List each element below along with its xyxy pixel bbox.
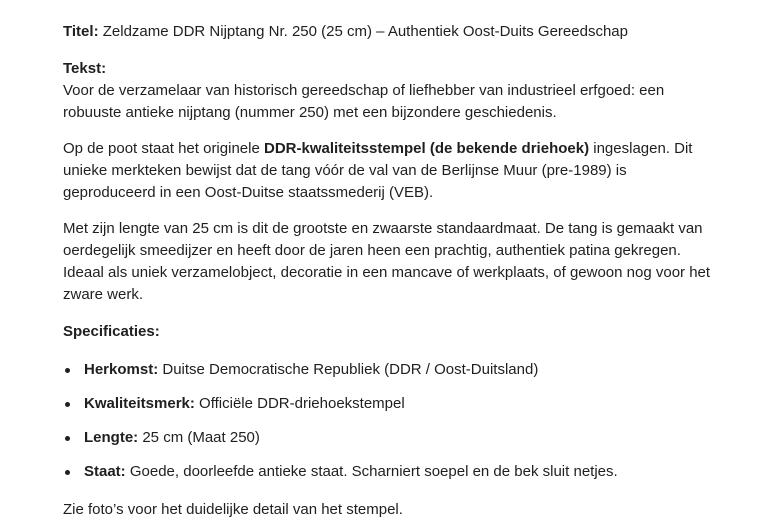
paragraph-intro: Voor de verzamelaar van historisch gereedschap of liefhebber van industrieel erfgoed: een robuuste antieke nijptang (nummer 250) met een bijzondere geschiedenis. [63,82,665,121]
list-item [63,461,716,483]
paragraph-stamp [63,138,716,204]
list-item [63,359,716,381]
title-line [63,21,716,43]
spec-value: Goede, doorleefde antieke staat. Scharniert soepel en de bek sluit netjes. [125,463,618,480]
text-label [63,58,716,80]
spec-label: Lengte: [84,429,139,446]
text-label-bold: Tekst: [63,60,107,77]
paragraph-stamp-bold: DDR-kwaliteitsstempel (de bekende driehoek) [263,140,590,157]
list-item [63,427,716,449]
spec-label: Staat: [84,463,126,480]
bullet-icon [65,402,70,407]
paragraph-stamp-end: ingeslagen. Dit unieke merkteken bewijst dat de tang vóór de val van de Berlijnse Muur (pre-1989) is geproduceerd in een Oost-Duitse staatssmederij (VEB). [63,140,693,201]
spec-label: Herkomst: [84,361,159,378]
spec-label: Kwaliteitsmerk: [84,395,195,412]
specs-heading [63,321,716,343]
bullet-icon [65,470,70,475]
list-item [63,393,716,415]
specs-heading-bold: Specificaties: [63,323,160,340]
bullet-icon [65,368,70,373]
footer-note: Zie foto’s voor het duidelijke detail van het stempel. [63,501,403,518]
paragraph-size: Met zijn lengte van 25 cm is dit de grootste en zwaarste standaardmaat. De tang is gemaakt van oerdegelijk smeedijzer en heeft door de jaren heen een prachtig, authentiek patina gekregen. Ideaal als uniek verzamelobject, decoratie in een mancave of werkplaats, of gewoon nog voor het zware werk. [63,220,711,303]
title-value: Zeldzame DDR Nijptang Nr. 250 (25 cm) – Authentiek Oost-Duits Gereedschap [98,23,628,40]
paragraph-stamp-start: Op de poot staat het originele [63,140,264,157]
spec-value: Officiële DDR-driehoekstempel [194,395,405,412]
bullet-icon [65,436,70,441]
title-label: Titel: [63,23,99,40]
specs-list [63,359,716,483]
spec-value: Duitse Democratische Republiek (DDR / Oost-Duitsland) [158,361,539,378]
spec-value: 25 cm (Maat 250) [138,429,260,446]
